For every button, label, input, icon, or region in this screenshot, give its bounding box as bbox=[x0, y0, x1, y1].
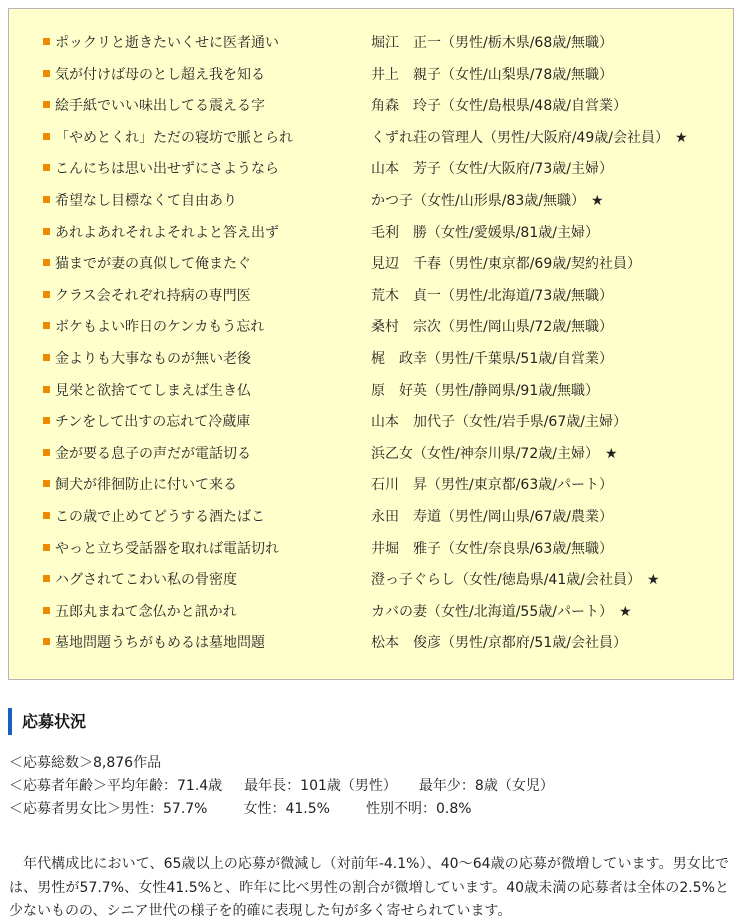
senryu-poem: あれよあれそれよそれよと答え出ず bbox=[55, 224, 279, 241]
square-bullet-icon bbox=[43, 512, 50, 519]
senryu-row bbox=[9, 602, 733, 634]
senryu-poem: この歳で止めてどうする酒たばこ bbox=[55, 508, 265, 525]
senryu-author bbox=[371, 412, 627, 432]
senryu-author bbox=[371, 507, 613, 527]
senryu-poem: 金よりも大事なものが無い老後 bbox=[55, 350, 251, 367]
stats-age-youngest: 最年少：8歳（女児） bbox=[418, 778, 554, 794]
square-bullet-icon bbox=[43, 259, 50, 266]
senryu-author bbox=[371, 65, 613, 85]
author-info: 見辺 千春（男性/東京都/69歳/契約社員） bbox=[371, 256, 641, 273]
square-bullet-icon bbox=[43, 228, 50, 235]
senryu-author bbox=[371, 570, 660, 590]
senryu-author bbox=[371, 128, 688, 148]
section-heading: 応募状況 bbox=[8, 708, 86, 735]
senryu-author bbox=[371, 254, 641, 274]
senryu-author bbox=[371, 602, 632, 622]
senryu-author bbox=[371, 539, 613, 559]
author-info: 堀江 正一（男性/栃木県/68歳/無職） bbox=[371, 35, 613, 51]
author-info: 松本 俊彦（男性/京都府/51歳/会社員） bbox=[371, 635, 627, 652]
author-info: 澄っ子ぐらし（女性/徳島県/41歳/会社員） bbox=[371, 572, 641, 589]
square-bullet-icon bbox=[43, 544, 50, 551]
senryu-poem: 絵手紙でいい味出してる震える字 bbox=[55, 98, 265, 115]
square-bullet-icon bbox=[43, 291, 50, 298]
senryu-author bbox=[371, 444, 618, 464]
stats-gender-unknown: 性別不明：0.8% bbox=[365, 801, 472, 817]
author-info: 浜乙女（女性/神奈川県/72歳/主婦） bbox=[371, 445, 599, 462]
author-info: くずれ荘の管理人（男性/大阪府/49歳/会社員） bbox=[371, 129, 669, 146]
summary-paragraph: 年代構成比において、65歳以上の応募が微減し（対前年-4.1%）、40～64歳の応募が微増しています。男女比では、男性が57.7%、女性41.5%と、昨年に比べ男性の割合が微増しています。40歳未満の応募者は全体の2.5%と少ないものの、シニア世代の様子を的確に表現した句が多く寄せられています。 bbox=[9, 856, 729, 919]
star-mark-icon: ★ bbox=[618, 603, 632, 620]
senryu-row bbox=[9, 412, 733, 444]
author-info: 原 好英（男性/静岡県/91歳/無職） bbox=[371, 382, 599, 399]
stats-age-oldest: 最年長：101歳（男性） bbox=[244, 778, 397, 794]
author-info: 石川 昇（男性/東京都/63歳/パート） bbox=[371, 477, 613, 494]
star-mark-icon: ★ bbox=[674, 129, 688, 146]
star-mark-icon: ★ bbox=[604, 445, 618, 462]
senryu-row bbox=[9, 286, 733, 318]
senryu-row bbox=[9, 128, 733, 160]
senryu-poem: クラス会それぞれ持病の専門医 bbox=[55, 287, 251, 304]
senryu-poem: 気が付けば母のとし超え我を知る bbox=[55, 66, 265, 83]
author-info: 桑村 宗次（男性/岡山県/72歳/無職） bbox=[371, 319, 613, 336]
senryu-poem: 墓地問題うちがもめるは墓地問題 bbox=[55, 635, 265, 652]
stats-gender-male: ＜応募者男女比＞男性：57.7% bbox=[9, 801, 208, 817]
senryu-poem: 飼犬が徘徊防止に付いて来る bbox=[55, 477, 237, 494]
senryu-poem: 見栄と欲捨ててしまえば生き仏 bbox=[55, 382, 251, 399]
square-bullet-icon bbox=[43, 38, 50, 45]
senryu-author bbox=[371, 633, 627, 653]
senryu-row bbox=[9, 96, 733, 128]
senryu-poem: やっと立ち受話器を取れば電話切れ bbox=[55, 540, 279, 557]
senryu-poem: ポックリと逝きたいくせに医者通い bbox=[55, 35, 279, 51]
senryu-poem: 金が要る息子の声だが電話切る bbox=[55, 445, 251, 462]
senryu-poem: 五郎丸まねて念仏かと訊かれ bbox=[55, 603, 237, 620]
author-info: 井堀 雅子（女性/奈良県/63歳/無職） bbox=[371, 540, 613, 557]
senryu-row bbox=[9, 633, 733, 665]
square-bullet-icon bbox=[43, 417, 50, 424]
square-bullet-icon bbox=[43, 322, 50, 329]
senryu-row bbox=[9, 191, 733, 223]
square-bullet-icon bbox=[43, 638, 50, 645]
senryu-list-box bbox=[8, 8, 734, 680]
author-info: 梶 政幸（男性/千葉県/51歳/自営業） bbox=[371, 350, 613, 367]
square-bullet-icon bbox=[43, 480, 50, 487]
senryu-author bbox=[371, 349, 613, 369]
star-mark-icon: ★ bbox=[590, 192, 604, 209]
square-bullet-icon bbox=[43, 449, 50, 456]
application-stats bbox=[9, 752, 554, 821]
senryu-row bbox=[9, 381, 733, 413]
senryu-row bbox=[9, 254, 733, 286]
square-bullet-icon bbox=[43, 70, 50, 77]
senryu-row bbox=[9, 507, 733, 539]
author-info: 角森 玲子（女性/島根県/48歳/自営業） bbox=[371, 98, 627, 115]
stats-gender-line bbox=[9, 798, 554, 821]
square-bullet-icon bbox=[43, 164, 50, 171]
senryu-poem: 希望なし目標なくて自由あり bbox=[55, 192, 237, 209]
square-bullet-icon bbox=[43, 196, 50, 203]
senryu-row bbox=[9, 317, 733, 349]
senryu-list bbox=[9, 33, 733, 665]
senryu-row bbox=[9, 33, 733, 65]
senryu-poem: 猫までが妻の真似して俺またぐ bbox=[55, 256, 251, 273]
senryu-author bbox=[371, 317, 613, 337]
square-bullet-icon bbox=[43, 133, 50, 140]
author-info: 山本 加代子（女性/岩手県/67歳/主婦） bbox=[371, 414, 627, 431]
stats-gender-female: 女性：41.5% bbox=[243, 801, 330, 817]
stats-age-line bbox=[9, 775, 554, 798]
senryu-author bbox=[371, 381, 599, 401]
senryu-row bbox=[9, 539, 733, 571]
senryu-author bbox=[371, 286, 613, 306]
author-info: 永田 寿道（男性/岡山県/67歳/農業） bbox=[371, 508, 613, 525]
senryu-row bbox=[9, 159, 733, 191]
square-bullet-icon bbox=[43, 354, 50, 361]
square-bullet-icon bbox=[43, 575, 50, 582]
senryu-row bbox=[9, 349, 733, 381]
author-info: 井上 親子（女性/山梨県/78歳/無職） bbox=[371, 66, 613, 83]
senryu-row bbox=[9, 570, 733, 602]
author-info: 山本 芳子（女性/大阪府/73歳/主婦） bbox=[371, 161, 613, 178]
senryu-poem: チンをして出すの忘れて冷蔵庫 bbox=[55, 414, 251, 431]
senryu-author bbox=[371, 191, 604, 211]
stats-total: ＜応募総数＞8,876作品 bbox=[9, 755, 162, 771]
senryu-row bbox=[9, 475, 733, 507]
senryu-row bbox=[9, 223, 733, 255]
square-bullet-icon bbox=[43, 386, 50, 393]
square-bullet-icon bbox=[43, 101, 50, 108]
senryu-author bbox=[371, 475, 613, 495]
senryu-author bbox=[371, 96, 627, 116]
author-info: カバの妻（女性/北海道/55歳/パート） bbox=[371, 603, 613, 620]
senryu-poem: 「やめとくれ」ただの寝坊で脈とられ bbox=[55, 129, 293, 146]
senryu-row bbox=[9, 444, 733, 476]
senryu-author bbox=[371, 33, 613, 53]
author-info: 荒木 貞一（男性/北海道/73歳/無職） bbox=[371, 287, 613, 304]
senryu-poem: こんにちは思い出せずにさようなら bbox=[55, 161, 279, 178]
senryu-poem: ハグされてこわい私の骨密度 bbox=[55, 572, 237, 589]
stats-age-average: ＜応募者年齢＞平均年齢：71.4歳 bbox=[9, 778, 223, 794]
author-info: 毛利 勝（女性/愛媛県/81歳/主婦） bbox=[371, 224, 599, 241]
senryu-author bbox=[371, 159, 613, 179]
senryu-row bbox=[9, 65, 733, 97]
square-bullet-icon bbox=[43, 607, 50, 614]
author-info: かつ子（女性/山形県/83歳/無職） bbox=[371, 192, 585, 209]
star-mark-icon: ★ bbox=[646, 572, 660, 589]
senryu-author bbox=[371, 223, 599, 243]
senryu-poem: ボケもよい昨日のケンカもう忘れ bbox=[55, 319, 265, 336]
